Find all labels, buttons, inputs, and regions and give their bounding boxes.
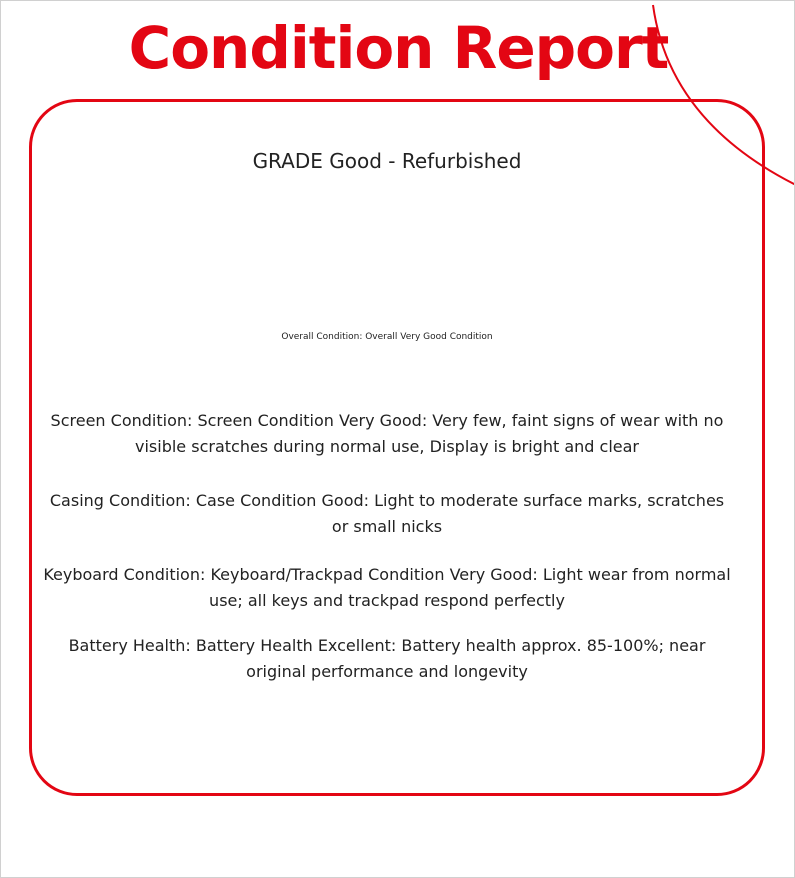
grade-label: GRADE Good - Refurbished bbox=[252, 149, 522, 173]
keyboard-condition: Keyboard Condition: Keyboard/Trackpad Condition Very Good: Light wear from normal use; all keys and trackpad respond perfectly bbox=[43, 565, 731, 610]
overall-condition: Overall Condition: Overall Very Good Condition bbox=[281, 332, 493, 342]
screen-condition: Screen Condition: Screen Condition Very Good: Very few, faint signs of wear with no visible scratches during normal use, Display is bright and clear bbox=[50, 411, 724, 456]
report-title: Condition Report bbox=[128, 14, 669, 82]
casing-condition: Casing Condition: Case Condition Good: Light to moderate surface marks, scratches or small nicks bbox=[49, 491, 725, 536]
battery-health: Battery Health: Battery Health Excellent: Battery health approx. 85-100%; near original performance and longevity bbox=[68, 636, 706, 681]
